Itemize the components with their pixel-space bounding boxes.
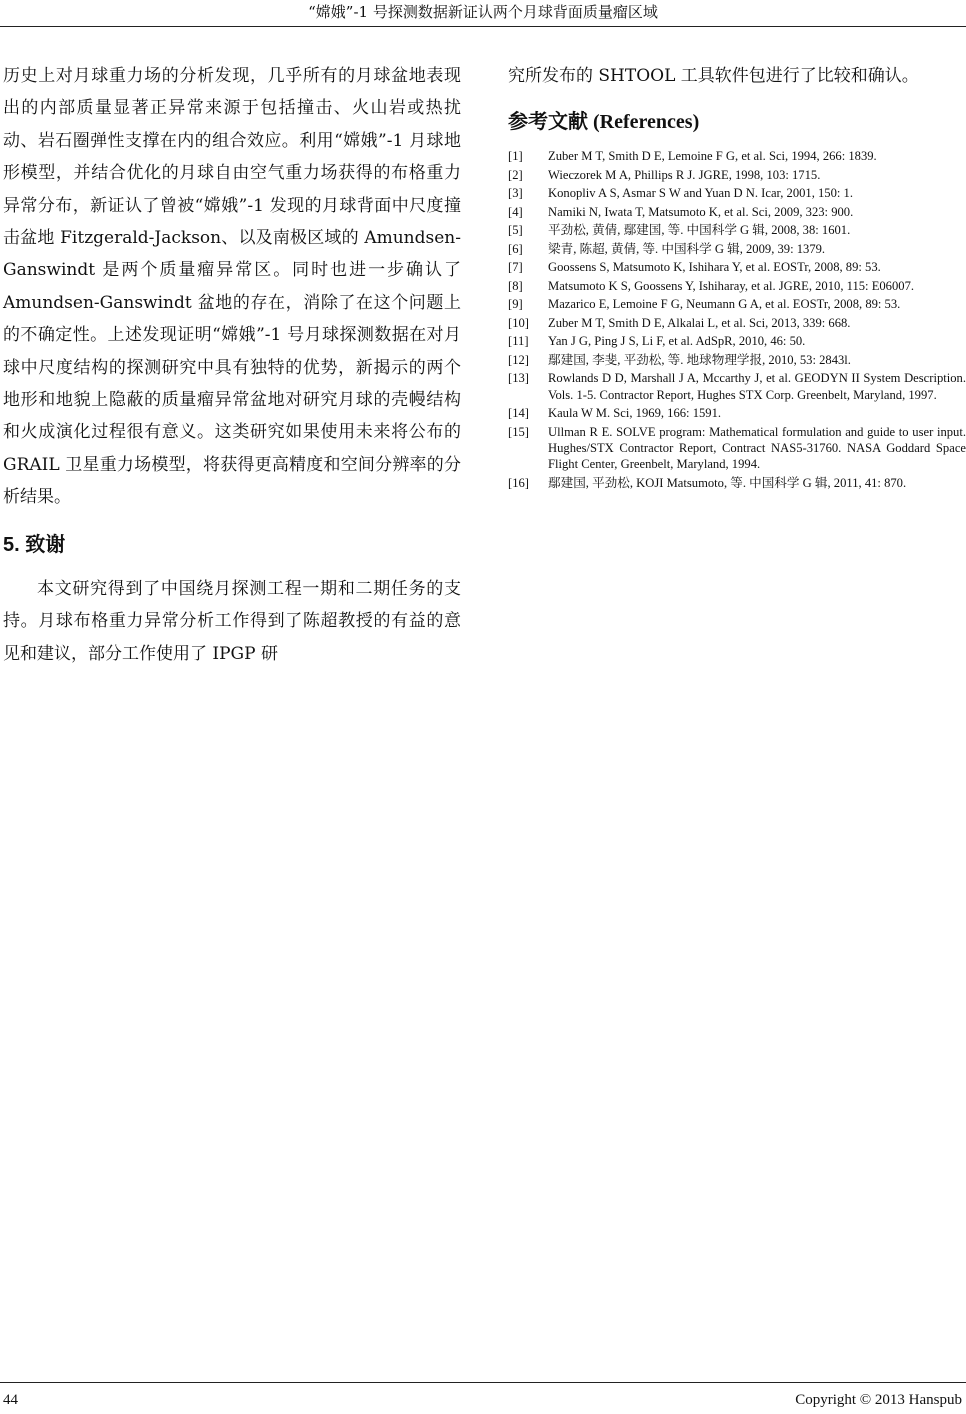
reference-item (508, 370, 966, 402)
reference-number: [10] (508, 315, 529, 330)
references-heading: 参考文献 (References) (508, 111, 700, 134)
reference-number: [14] (508, 406, 529, 421)
reference-number: [11] (508, 334, 529, 349)
right-column (508, 60, 966, 493)
page-number: 44 (3, 1392, 18, 1408)
reference-item (508, 352, 966, 368)
reference-number: [9] (508, 297, 523, 312)
reference-item (508, 148, 966, 164)
continued-paragraph: 究所发布的 SHTOOL 工具软件包进行了比较和确认。 (508, 66, 919, 86)
reference-text: Namiki N, Iwata T, Matsumoto K, et al. Sci, 2009, 323: 900. (548, 204, 854, 219)
section-heading-acknowledgement: 5. 致谢 (3, 533, 66, 556)
reference-text: 鄢建国, 平劲松, KOJI Matsumoto, 等. 中国科学 G 辑, 2011, 41: 870. (548, 475, 907, 490)
reference-item (508, 222, 966, 238)
reference-text: Zuber M T, Smith D E, Lemoine F G, et al. Sci, 1994, 266: 1839. (548, 149, 877, 164)
reference-number: [2] (508, 167, 523, 182)
reference-number: [6] (508, 241, 523, 256)
reference-number: [16] (508, 475, 529, 490)
reference-item (508, 296, 966, 312)
reference-text: Ullman R E. SOLVE program: Mathematical formulation and guide to user input. Hughes/STX Contractor Report, Contract NAS5-31760. NASA Goddard Space Flight Center, Greenbelt, Maryland, 1994. (548, 424, 966, 472)
reference-item (508, 185, 966, 201)
reference-number: [5] (508, 223, 523, 238)
running-header: “嫦娥”-1 号探测数据新证认两个月球背面质量瘤区域 (308, 3, 658, 21)
reference-item (508, 424, 966, 473)
acknowledgement-paragraph: 本文研究得到了中国绕月探测工程一期和二期任务的支持。月球布格重力异常分析工作得到了陈超教授的有益的意见和建议，部分工作使用了 IPGP 研 (3, 578, 461, 664)
reference-number: [3] (508, 186, 523, 201)
reference-item (508, 278, 966, 294)
body-paragraph: 历史上对月球重力场的分析发现，几乎所有的月球盆地表现出的内部质量显著正异常来源于包括撞击、火山岩或热扰动、岩石圈弹性支撑在内的组合效应。利用“嫦娥”-1 月球地形模型，并结合优化的月球自由空气重力场获得的布格重力异常分布，新证认了曾被“嫦娥”-1 发现的月球背面中尺度撞击盆地 Fitzgerald-Jackson、以及南极区域的 Amundsen-Ganswindt 是两个质量瘤异常区。同时也进一步确认了 Amundsen-Ganswindt 盆地的存在，消除了在这个问题上的不确定性。上述发现证明“嫦娥”-1 号月球探测数据在对月球中尺度结构的探测研究中具有独特的优势，新揭示的两个地形和地貌上隐蔽的质量瘤异常盆地对研究月球的壳幔结构和火成演化过程很有意义。这类研究如果使用未来将公布的 GRAIL 卫星重力场模型，将获得更高精度和空间分辨率的分析结果。 (3, 66, 461, 508)
reference-text: Wieczorek M A, Phillips R J. JGRE, 1998, 103: 1715. (548, 167, 821, 182)
reference-text: 平劲松, 黄倩, 鄢建国, 等. 中国科学 G 辑, 2008, 38: 1601. (548, 223, 851, 238)
reference-text: Kaula W M. Sci, 1969, 166: 1591. (548, 406, 722, 421)
reference-text: Konopliv A S, Asmar S W and Yuan D N. Icar, 2001, 150: 1. (548, 186, 853, 201)
reference-text: Mazarico E, Lemoine F G, Neumann G A, et al. EOSTr, 2008, 89: 53. (548, 297, 901, 312)
reference-item (508, 475, 966, 491)
footer-divider (0, 1382, 966, 1383)
reference-number: [15] (508, 424, 529, 439)
reference-number: [4] (508, 204, 523, 219)
reference-item (508, 405, 966, 421)
reference-text: Goossens S, Matsumoto K, Ishihara Y, et al. EOSTr, 2008, 89: 53. (548, 260, 881, 275)
reference-item (508, 259, 966, 275)
reference-number: [7] (508, 260, 523, 275)
reference-text: Zuber M T, Smith D E, Alkalai L, et al. Sci, 2013, 339: 668. (548, 315, 851, 330)
copyright-notice: Copyright © 2013 Hanspub (795, 1392, 962, 1408)
reference-number: [13] (508, 371, 529, 386)
reference-item (508, 315, 966, 331)
header-divider (0, 26, 966, 27)
reference-text: Rowlands D D, Marshall J A, Mccarthy J, et al. GEODYN II System Description. Vols. 1-5. Contractor Report, Hughes STX Corp. Greenbelt, Maryland, 1997. (548, 371, 966, 402)
reference-number: [1] (508, 149, 523, 164)
left-column (3, 60, 461, 670)
reference-number: [12] (508, 352, 529, 367)
references-list (508, 148, 966, 490)
reference-text: Matsumoto K S, Goossens Y, Ishiharay, et al. JGRE, 2010, 115: E06007. (548, 278, 915, 293)
reference-text: Yan J G, Ping J S, Li F, et al. AdSpR, 2010, 46: 50. (548, 334, 806, 349)
reference-text: 鄢建国, 李斐, 平劲松, 等. 地球物理学报, 2010, 53: 2843l. (548, 352, 851, 367)
reference-item (508, 241, 966, 257)
reference-item (508, 167, 966, 183)
reference-number: [8] (508, 278, 523, 293)
reference-text: 梁青, 陈超, 黄倩, 等. 中国科学 G 辑, 2009, 39: 1379. (548, 241, 826, 256)
reference-item (508, 204, 966, 220)
reference-item (508, 333, 966, 349)
